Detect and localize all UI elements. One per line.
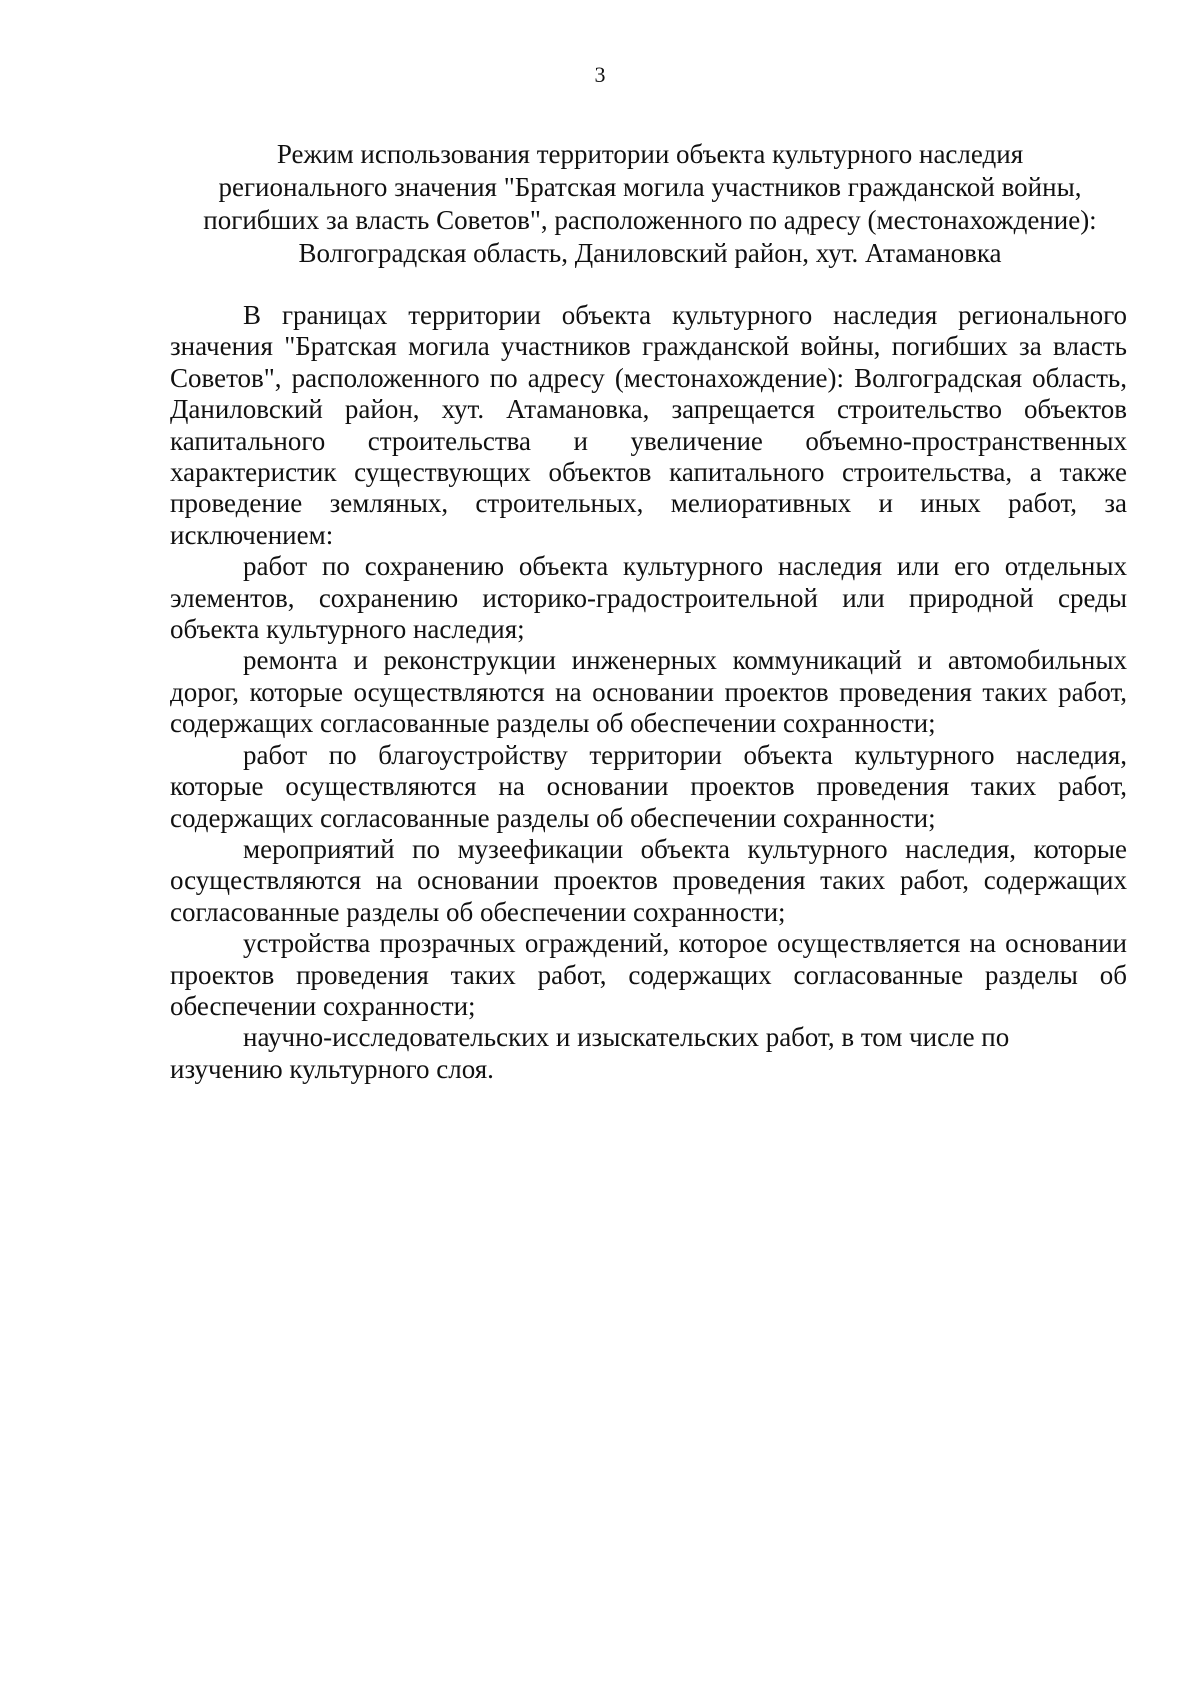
title-line: погибших за власть Советов", расположенного по адресу (местонахождение): (203, 205, 1097, 235)
document-body (170, 300, 1127, 1085)
exception-item: мероприятий по музеефикации объекта культурного наследия, которые осуществляются на основании проектов проведения таких работ, содержащих согласованные разделы об обеспечении сохранности; (170, 833, 1127, 927)
title-line: Режим использования территории объекта культурного наследия (276, 139, 1024, 169)
exception-item: работ по благоустройству территории объекта культурного наследия, которые осуществляются на основании проектов проведения таких работ, содержащих согласованные разделы об обеспечении сохранности; (170, 739, 1127, 833)
title-line: Волгоградская область, Даниловский район, хут. Атамановка (298, 238, 1002, 268)
exception-item: научно-исследовательских и изыскательских работ, в том числе по изучению культурного слоя. (170, 1022, 1010, 1084)
document-title (160, 138, 1140, 270)
exception-item: работ по сохранению объекта культурного наследия или его отдельных элементов, сохранению историко-градостроительной или природной среды объекта культурного наследия; (170, 551, 1127, 645)
exception-item: устройства прозрачных ограждений, которое осуществляется на основании проектов проведения таких работ, содержащих согласованные разделы об обеспечении сохранности; (170, 928, 1127, 1021)
intro-paragraph: В границах территории объекта культурного наследия регионального значения "Братская могила участников гражданской войны, погибших за власть Советов", расположенного по адресу (местонахождение): Волгоградская область, Даниловский район, хут. Атамановка, запрещается строительство объектов капитального строительства и увеличение объемно-пространственных характеристик существующих объектов капитального строительства, а также проведение земляных, строительных, мелиоративных и иных работ, за исключением: (170, 300, 1127, 550)
page-number: 3 (594, 62, 606, 87)
exception-item: ремонта и реконструкции инженерных коммуникаций и автомобильных дорог, которые осуществляются на основании проектов проведения таких работ, содержащих согласованные разделы об обеспечении сохранности; (170, 645, 1127, 739)
title-line: регионального значения "Братская могила участников гражданской войны, (218, 172, 1082, 202)
